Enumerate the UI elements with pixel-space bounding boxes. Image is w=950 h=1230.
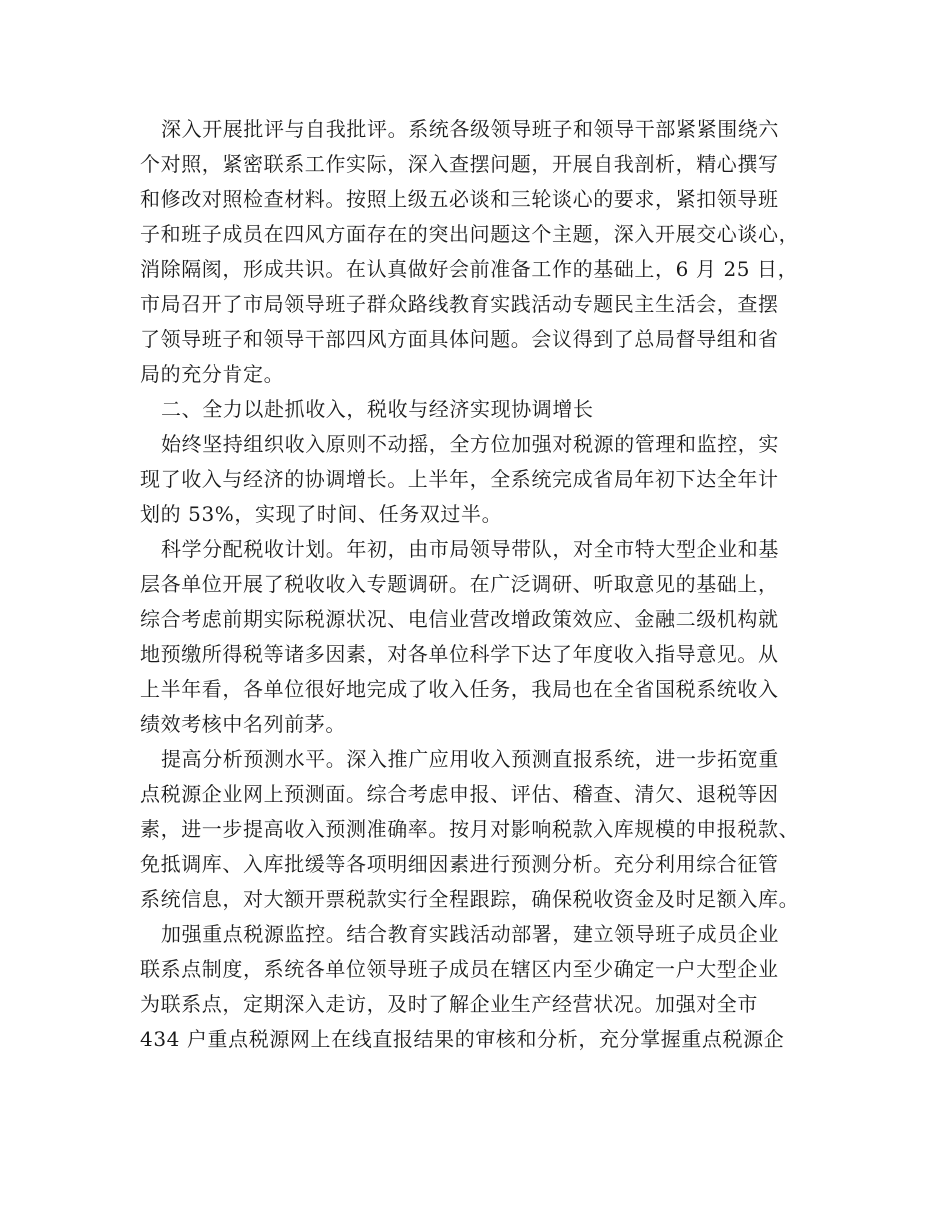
text-line: 子和班子成员在四风方面存在的突出问题这个主题，深入开展交心谈心，	[140, 222, 800, 246]
text-line: 地预缴所得税等诸多因素，对各单位科学下达了年度收入指导意见。从	[140, 642, 779, 666]
text-line: 层各单位开展了税收收入专题调研。在广泛调研、听取意见的基础上，	[140, 572, 779, 596]
text-line: 和修改对照检查材料。按照上级五必谈和三轮谈心的要求，紧扣领导班	[140, 187, 779, 211]
text-line: 上半年看，各单位很好地完成了收入任务，我局也在全省国税系统收入	[140, 677, 779, 701]
text-line: 科学分配税收计划。年初，由市局领导带队，对全市特大型企业和基	[161, 537, 779, 561]
text-line: 联系点制度，系统各单位领导班子成员在辖区内至少确定一户大型企业	[140, 957, 779, 981]
text-line: 现了收入与经济的协调增长。上半年，全系统完成省局年初下达全年计	[140, 467, 779, 491]
text-line: 为联系点，定期深入走访，及时了解企业生产经营状况。加强对全市	[140, 992, 758, 1016]
text-line: 提高分析预测水平。深入推广应用收入预测直报系统，进一步拓宽重	[161, 747, 779, 771]
text-line: 划的 53%，实现了时间、任务双过半。	[140, 502, 503, 526]
text-line: 消除隔阂，形成共识。在认真做好会前准备工作的基础上，6 月 25 日，	[140, 257, 799, 281]
text-line: 绩效考核中名列前茅。	[140, 712, 346, 736]
text-line: 素，进一步提高收入预测准确率。按月对影响税款入库规模的申报税款、	[140, 817, 800, 841]
text-line: 免抵调库、入库批缓等各项明细因素进行预测分析。充分利用综合征管	[140, 852, 779, 876]
text-line: 434 户重点税源网上在线直报结果的审核和分析，充分掌握重点税源企	[140, 1027, 785, 1051]
text-line: 市局召开了市局领导班子群众路线教育实践活动专题民主生活会，查摆	[140, 292, 779, 316]
text-line: 局的充分肯定。	[140, 362, 285, 386]
text-line: 加强重点税源监控。结合教育实践活动部署，建立领导班子成员企业	[161, 922, 779, 946]
text-line: 深入开展批评与自我批评。系统各级领导班子和领导干部紧紧围绕六	[161, 117, 779, 141]
text-line: 始终坚持组织收入原则不动摇，全方位加强对税源的管理和监控，实	[161, 432, 779, 456]
text-line: 点税源企业网上预测面。综合考虑申报、评估、稽查、清欠、退税等因	[140, 782, 779, 806]
text-line: 综合考虑前期实际税源状况、电信业营改增政策效应、金融二级机构就	[140, 607, 779, 631]
text-line: 个对照，紧密联系工作实际，深入查摆问题，开展自我剖析，精心撰写	[140, 152, 779, 176]
document-body	[140, 112, 820, 1057]
text-line: 了领导班子和领导干部四风方面具体问题。会议得到了总局督导组和省	[140, 327, 779, 351]
text-line: 系统信息，对大额开票税款实行全程跟踪，确保税收资金及时足额入库。	[140, 887, 800, 911]
text-line: 二、全力以赴抓收入，税收与经济实现协调增长	[161, 397, 594, 421]
